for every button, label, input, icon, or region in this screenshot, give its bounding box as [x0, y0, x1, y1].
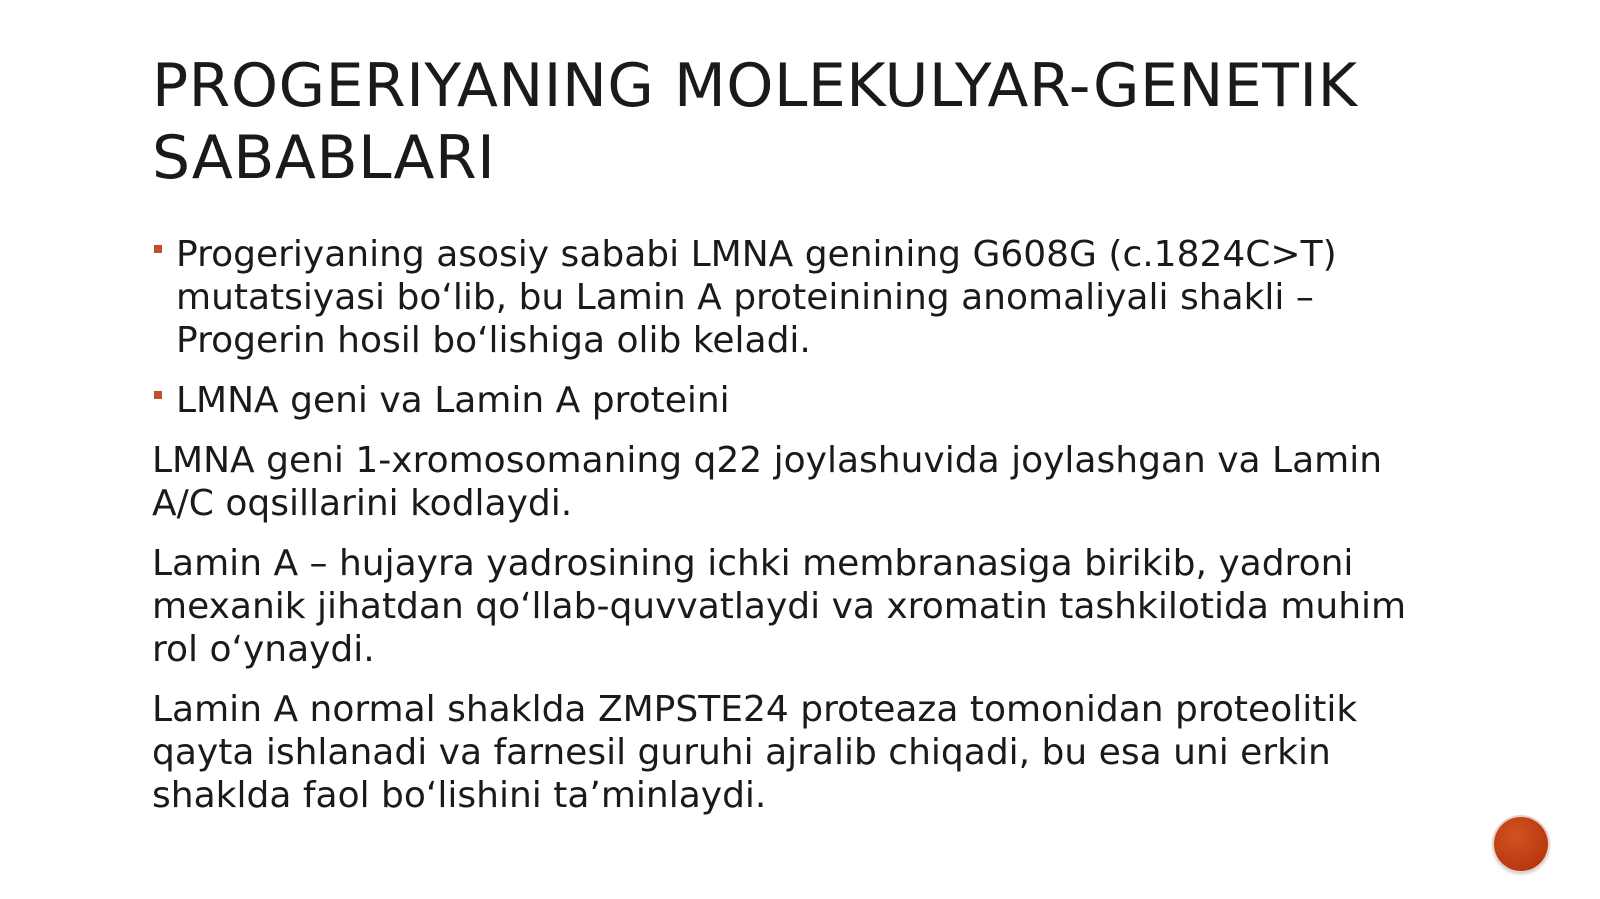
- bullet-text: LMNA geni va Lamin A proteini: [176, 380, 730, 421]
- paragraph: Lamin A normal shaklda ZMPSTE24 proteaza tomonidan proteolitik qayta ishlanadi va farnesil guruhi ajralib chiqadi, bu esa uni erkin shaklda faol boʻlishini taʼminlaydi.: [152, 689, 1358, 816]
- slide-body: [152, 233, 1452, 834]
- slide-nav-circle-button[interactable]: [1494, 817, 1548, 871]
- bullet-list: [152, 233, 1452, 422]
- slide-title: PROGERIYANING MOLEKULYAR-GENETIK SABABLARI: [152, 51, 1358, 193]
- bullet-square-icon: [154, 391, 162, 399]
- paragraph: LMNA geni 1-xromosomaning q22 joylashuvida joylashgan va Lamin A/C oqsillarini kodlaydi.: [152, 440, 1383, 524]
- bullet-item: [152, 233, 1452, 362]
- bullet-square-icon: [154, 245, 162, 253]
- bullet-item: [152, 379, 1452, 422]
- bullet-text: Progeriyaning asosiy sababi LMNA genining G608G (c.1824C>T) mutatsiyasi boʻlib, bu Lamin A proteinining anomaliyali shakli – Progerin hosil boʻlishiga olib keladi.: [176, 234, 1337, 361]
- paragraph: Lamin A – hujayra yadrosining ichki membranasiga birikib, yadroni mexanik jihatdan qoʻllab-quvvatlaydi va xromatin tashkilotida muhim rol oʻynaydi.: [152, 543, 1407, 670]
